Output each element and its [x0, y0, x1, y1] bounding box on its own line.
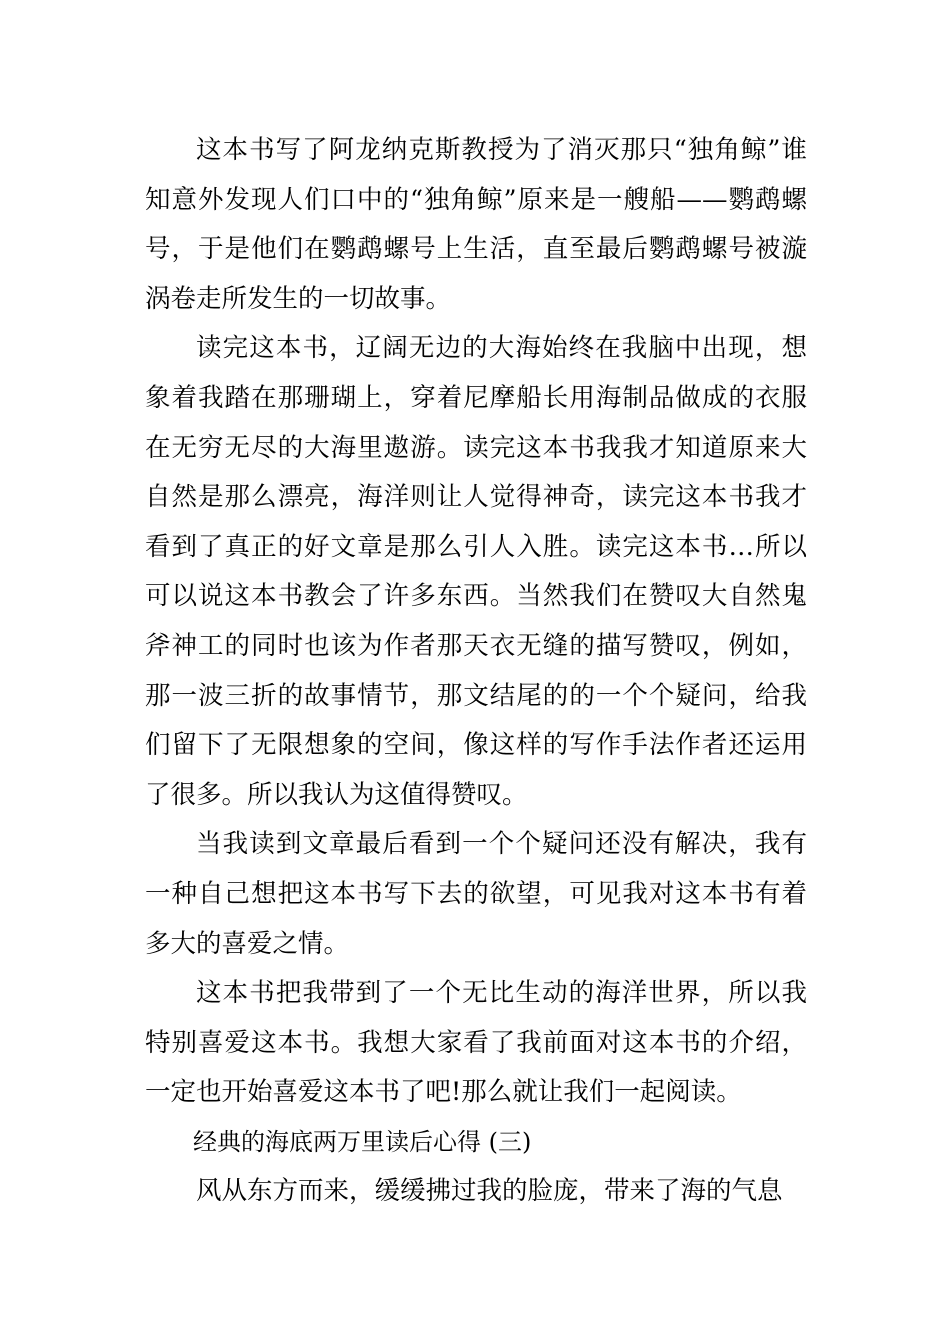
paragraph-3: 当我读到文章最后看到一个个疑问还没有解决，我有一种自己想把这本书写下去的欲望，可见我对这本书有着多大的喜爱之情。: [145, 829, 807, 959]
paragraph-1: 这本书写了阿龙纳克斯教授为了消灭那只“独角鲸”谁知意外发现人们口中的“独角鲸”原来是一艘船——鹦鹉螺号，于是他们在鹦鹉螺号上生活，直至最后鹦鹉螺号被漩涡卷走所发生的一切故事。: [145, 135, 807, 314]
paragraph-5: 风从东方而来，缓缓拂过我的脸庞，带来了海的气息: [196, 1176, 783, 1207]
paragraph-2: 读完这本书，辽阔无边的大海始终在我脑中出现，想象着我踏在那珊瑚上，穿着尼摩船长用海制品做成的衣服在无穷无尽的大海里遨游。读完这本书我我才知道原来大自然是那么漂亮，海洋则让人觉得神奇，读完这本书我才看到了真正的好文章是那么引人入胜。读完这本书…所以可以说这本书教会了许多东西。当然我们在赞叹大自然鬼斧神工的同时也该为作者那天衣无缝的描写赞叹，例如，那一波三折的故事情节，那文结尾的的一个个疑问，给我们留下了无限想象的空间，像这样的写作手法作者还运用了很多。所以我认为这值得赞叹。: [145, 333, 807, 810]
document-body: [145, 126, 807, 1217]
paragraph-4: 这本书把我带到了一个无比生动的海洋世界，所以我特别喜爱这本书。我想大家看了我前面对这本书的介绍，一定也开始喜爱这本书了吧!那么就让我们一起阅读。: [145, 978, 807, 1108]
section-heading: 经典的海底两万里读后心得 (三): [193, 1127, 532, 1156]
